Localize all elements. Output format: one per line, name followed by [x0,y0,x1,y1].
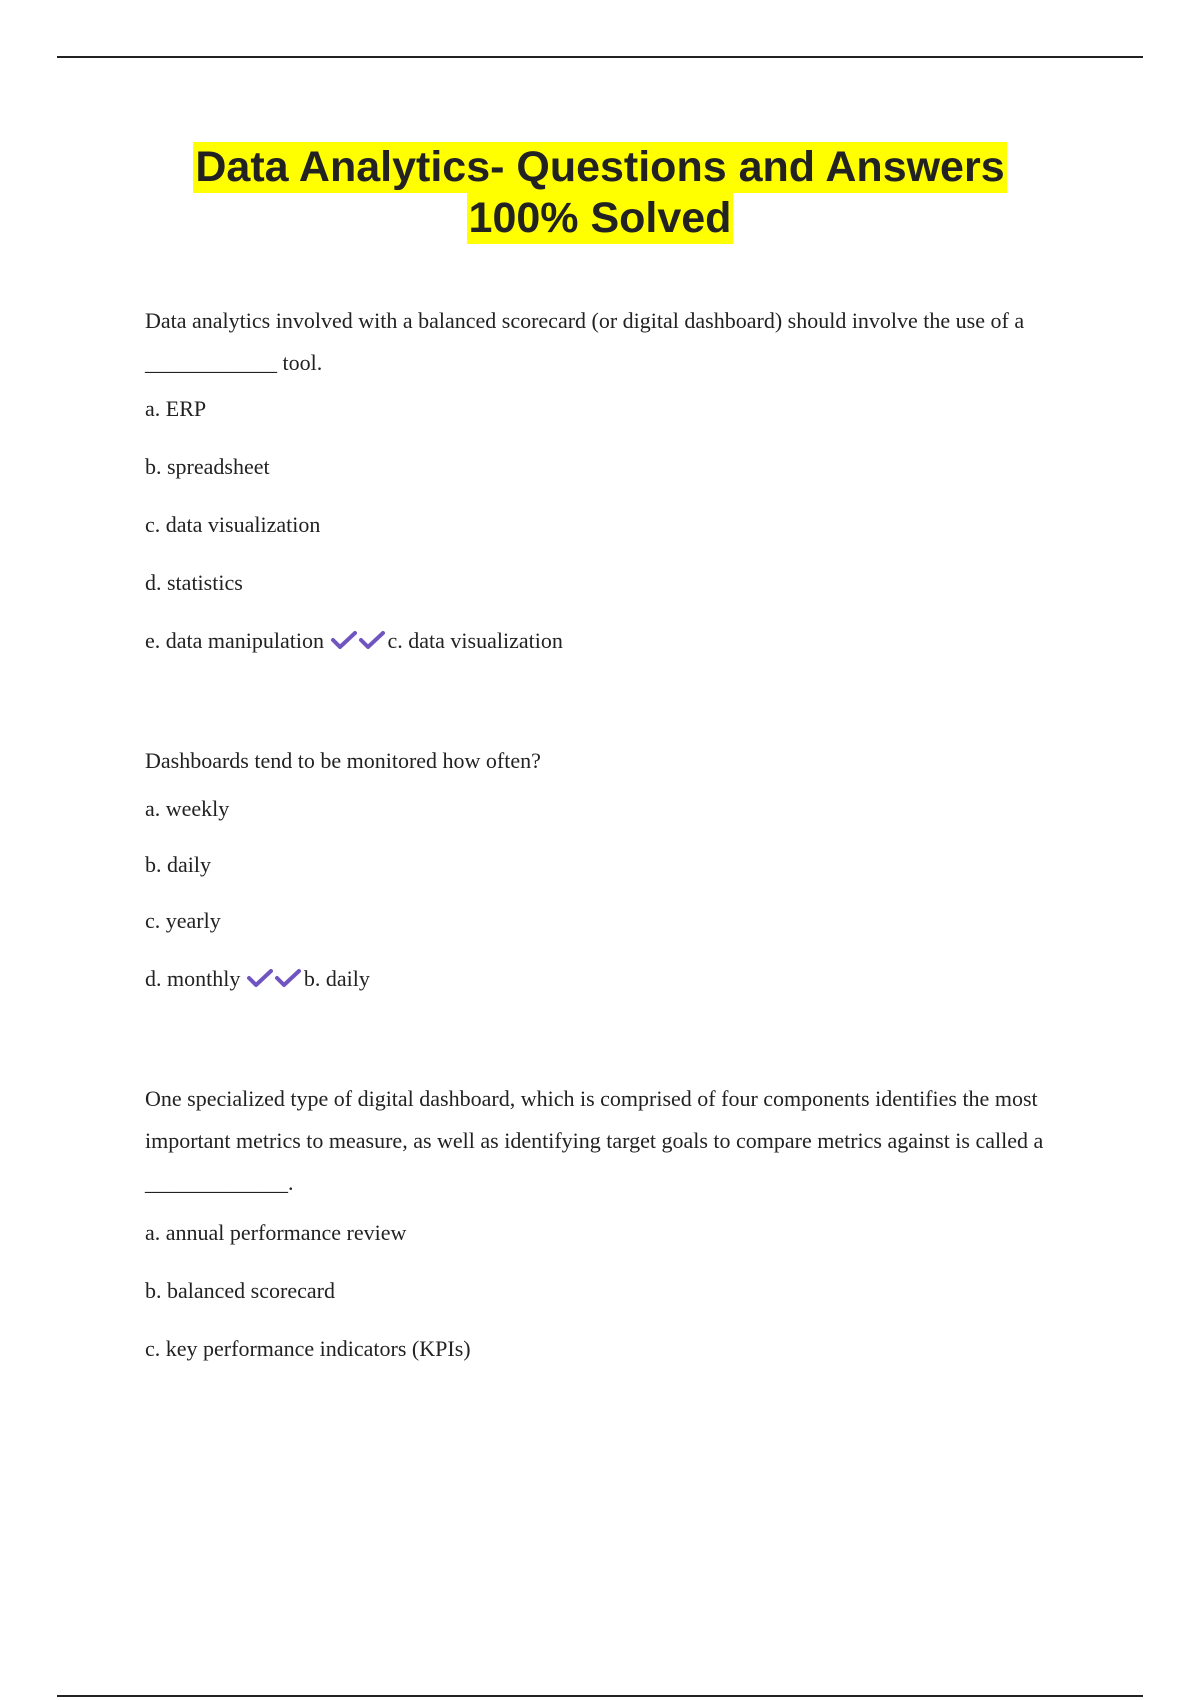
check-icon [274,967,302,989]
option-b: b. spreadsheet [145,454,270,479]
question-block [145,740,1085,994]
title-line-2: 100% Solved [468,194,732,242]
question-block [145,300,1085,656]
option-a: a. annual performance review [145,1220,407,1245]
check-icon [330,629,358,651]
option-d: d. statistics [145,570,243,595]
question-block [145,1078,1085,1364]
question-prompt: Data analytics involved with a balanced scorecard (or digital dashboard) should involve the use of a ____________ tool. [145,308,1025,375]
question-prompt: One specialized type of digital dashboard, which is comprised of four components identifies the most important metrics to measure, as well as identifying target goals to compare metrics against is called a _____________. [145,1086,1044,1195]
option-d: d. monthly [145,966,241,991]
option-c: c. yearly [145,908,221,933]
option-a: a. weekly [145,796,230,821]
option-b: b. daily [145,852,211,877]
correct-answer: c. data visualization [387,628,563,653]
correct-answer: b. daily [303,966,370,991]
option-c: c. data visualization [145,512,321,537]
option-a: a. ERP [145,396,207,421]
title-line-1: Data Analytics- Questions and Answers [195,143,1005,191]
answer-line [145,964,1085,994]
question-list [145,300,1085,1364]
check-icon [246,967,274,989]
question-prompt: Dashboards tend to be monitored how often? [145,748,541,773]
option-b: b. balanced scorecard [145,1278,335,1303]
answer-line [145,626,1085,656]
check-icon [358,629,386,651]
option-e: e. data manipulation [145,628,324,653]
top-rule [57,56,1143,58]
option-c: c. key performance indicators (KPIs) [145,1336,471,1361]
bottom-rule [57,1695,1143,1697]
document-title [0,142,1200,244]
